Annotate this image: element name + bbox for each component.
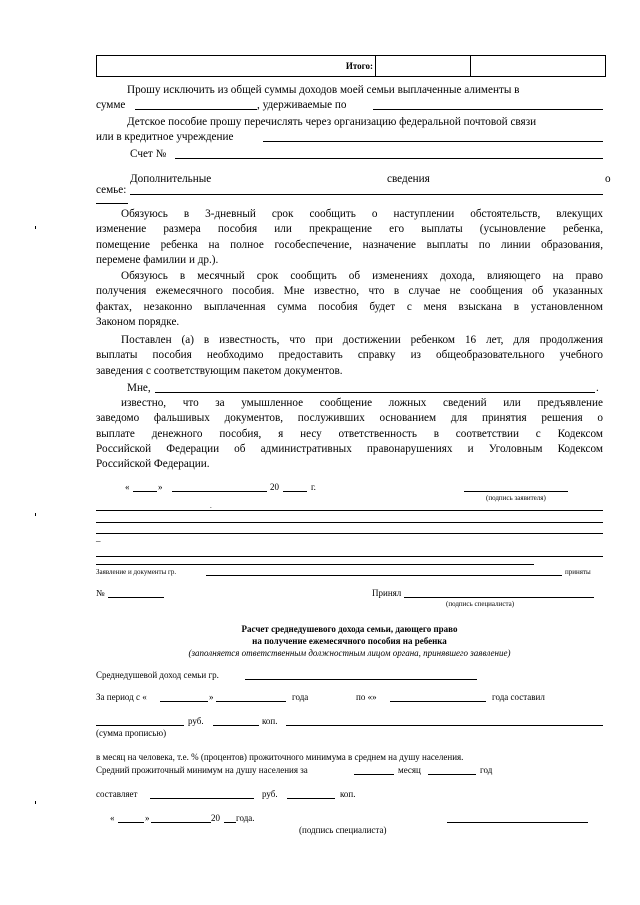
paragraph-age-16: Поставлен (а) в известность, что при достижении ребенком 16 лет, для продолжения выплаты пособия необходимо предоставить справку из общеобразовательного учебного заведения с соответствующим пакетом документов. bbox=[96, 334, 603, 377]
blank-line-2[interactable] bbox=[96, 522, 603, 523]
alimony-line-1: Прошу исключить из общей суммы доходов моей семьи выплаченные алименты в bbox=[127, 84, 520, 96]
number-label: № bbox=[96, 588, 105, 598]
date1-day-field[interactable] bbox=[133, 491, 157, 492]
amount-rub-label: руб. bbox=[262, 789, 278, 799]
calc-title-1: Расчет среднедушевого дохода семьи, дающего право bbox=[241, 624, 458, 634]
margin-mark-3 bbox=[35, 801, 36, 804]
additional-w1: Дополнительные bbox=[130, 173, 212, 185]
amount-rub-field[interactable] bbox=[150, 798, 254, 799]
income-kop-label: коп. bbox=[262, 716, 278, 726]
alimony-sum-field[interactable] bbox=[135, 109, 257, 110]
date1-year-field[interactable] bbox=[283, 491, 307, 492]
date2-year-field[interactable] bbox=[224, 822, 236, 823]
applicant-signature-field[interactable] bbox=[464, 491, 568, 492]
income-kop-field[interactable] bbox=[213, 725, 259, 726]
accepted-field[interactable] bbox=[404, 597, 594, 598]
paragraph-notify-month: Обязуюсь в месячный срок сообщить об изменениях дохода, влияющего на право получения ежемесячного пособия. Мне известно, что в случае не сообщения об указанных фактах, незаконно выплаченная сумма пособия будет с меня взыскана в установленном Законом порядке. bbox=[96, 270, 603, 328]
alimony-held-label: , удерживаемые по bbox=[257, 99, 347, 111]
period-year-label: года bbox=[292, 692, 309, 702]
number-field[interactable] bbox=[108, 597, 164, 598]
period-from-day-field[interactable] bbox=[160, 701, 208, 702]
paragraph-liability: известно, что за умышленное сообщение ложных сведений или предъявление заведомо фальшивых документов, послуживших основанием для принятия решения о выплате денежного пособия, я несу ответственность в соответствии с Кодексом Российской Федерации об административных правонарушениях и Уголовным Кодексом Российской Федерации. bbox=[96, 397, 603, 471]
date1-month-field[interactable] bbox=[172, 491, 267, 492]
received-label: Заявление и документы гр. bbox=[96, 568, 177, 576]
blank-line-1[interactable] bbox=[96, 510, 603, 511]
date2-day-field[interactable] bbox=[118, 822, 144, 823]
accepted-label: Принял bbox=[372, 588, 402, 598]
blank-line-3[interactable] bbox=[96, 533, 603, 534]
applicant-signature-caption: (подпись заявителя) bbox=[486, 494, 546, 502]
income-name-field[interactable] bbox=[245, 679, 477, 680]
avg-month-label: месяц bbox=[398, 765, 421, 775]
income-words-field[interactable] bbox=[286, 725, 603, 726]
alimony-sum-label: сумме bbox=[96, 99, 126, 111]
amount-kop-field[interactable] bbox=[287, 798, 335, 799]
blank-line-5[interactable] bbox=[96, 564, 534, 565]
calc-title-2: на получение ежемесячного пособия на ребенка bbox=[252, 636, 447, 646]
specialist-signature-caption-2: (подпись специалиста) bbox=[299, 825, 387, 835]
received-name-field[interactable] bbox=[206, 575, 562, 576]
amount-label: составляет bbox=[96, 789, 138, 799]
additional-w4: семье: bbox=[96, 184, 127, 196]
specialist-signature-caption-1: (подпись специалиста) bbox=[446, 600, 515, 608]
margin-mark-1 bbox=[35, 226, 36, 229]
sum-words-caption: (сумма прописью) bbox=[96, 728, 167, 738]
received-suffix: приняты bbox=[565, 568, 591, 576]
credit-institution-field[interactable] bbox=[263, 141, 603, 142]
margin-mark-2 bbox=[35, 513, 36, 516]
avg-min-label: Средний прожиточный минимум на душу населения за bbox=[96, 765, 308, 775]
additional-w2: сведения bbox=[387, 173, 430, 185]
avg-year-field[interactable] bbox=[428, 774, 476, 775]
avg-month-field[interactable] bbox=[354, 774, 394, 775]
alimony-basis-field[interactable] bbox=[373, 109, 603, 110]
post-line-2: или в кредитное учреждение bbox=[96, 131, 234, 143]
period-close-quote: » bbox=[209, 692, 214, 702]
additional-w3: о bbox=[605, 173, 611, 185]
blank-line-4[interactable] bbox=[96, 556, 603, 557]
date2-month-field[interactable] bbox=[151, 822, 211, 823]
date1-open-quote: « bbox=[125, 482, 130, 492]
calc-note: (заполняется ответственным должностным лицом органа, принявшего заявление) bbox=[188, 648, 511, 658]
total-cell-2 bbox=[471, 56, 606, 77]
date2-close-quote: » bbox=[145, 813, 150, 823]
date2-year-prefix: 20 bbox=[211, 813, 220, 823]
account-label: Счет № bbox=[130, 148, 167, 160]
me-label: Мне, bbox=[127, 382, 151, 394]
income-rub-field[interactable] bbox=[96, 725, 184, 726]
total-table bbox=[96, 55, 606, 77]
account-field[interactable] bbox=[175, 158, 603, 159]
amount-kop-label: коп. bbox=[340, 789, 356, 799]
date1-suffix: г. bbox=[311, 482, 316, 492]
total-label: Итого: bbox=[97, 56, 376, 77]
income-rub-label: руб. bbox=[188, 716, 204, 726]
period-to-field[interactable] bbox=[390, 701, 486, 702]
period-to-label: по «» bbox=[356, 692, 377, 702]
paragraph-notify-3-days: Обязуюсь в 3-дневный срок сообщить о наступлении обстоятельств, влекущих изменение размера пособия или прекращение его выплаты (усыновление ребенка, помещение ребенка на полное гособеспечение, назначение выплаты по линии образования, перемене фамилии и др.). bbox=[96, 208, 603, 266]
date2-suffix: года. bbox=[236, 813, 255, 823]
period-from-label: За период с « bbox=[96, 692, 147, 702]
blank-line-dot: . bbox=[210, 502, 212, 510]
post-line-1: Детское пособие прошу перечислять через организацию федеральной почтовой связи bbox=[127, 116, 537, 128]
me-dot: . bbox=[596, 382, 599, 394]
date1-year-prefix: 20 bbox=[270, 482, 279, 492]
specialist-signature-field[interactable] bbox=[447, 822, 588, 823]
blank-dash: – bbox=[96, 536, 101, 546]
date1-close-quote: » bbox=[158, 482, 163, 492]
income-label: Среднедушевой доход семьи гр. bbox=[96, 670, 219, 680]
period-result-label: года составил bbox=[492, 692, 545, 702]
avg-year-label: год bbox=[480, 765, 493, 775]
additional-field-2[interactable] bbox=[96, 203, 128, 204]
per-month-line: в месяц на человека, т.е. % (процентов) прожиточного минимума в среднем на душу населения. bbox=[96, 752, 464, 762]
additional-field[interactable] bbox=[130, 194, 603, 195]
applicant-name-field[interactable] bbox=[155, 392, 595, 393]
date2-open-quote: « bbox=[110, 813, 115, 823]
period-from-month-field[interactable] bbox=[216, 701, 286, 702]
total-cell-1 bbox=[376, 56, 471, 77]
